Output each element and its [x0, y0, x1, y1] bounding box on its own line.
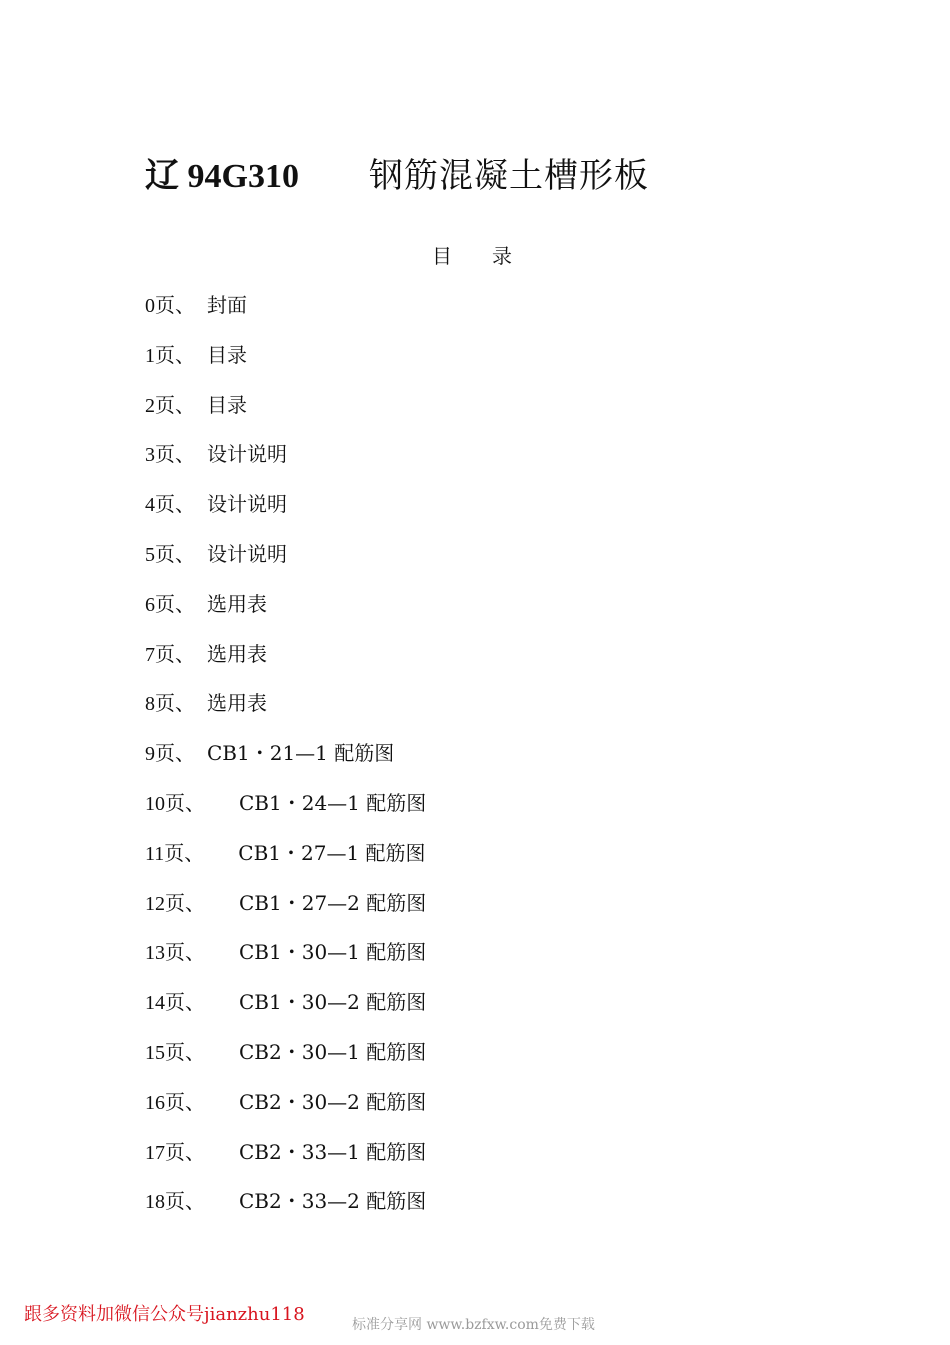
toc-separator: 、	[175, 442, 195, 467]
toc-separator: 、	[185, 990, 205, 1015]
toc-item	[145, 986, 426, 1036]
toc-item	[145, 538, 426, 588]
toc-entry-title: 设计说明	[207, 541, 287, 566]
toc-entry-title: CB2・30—1 配筋图	[239, 1039, 427, 1064]
toc-page-number: 3页	[145, 444, 175, 467]
toc-entry-title: 选用表	[207, 591, 267, 616]
toc-entry-title: CB1・30—1 配筋图	[239, 940, 427, 965]
toc-separator: 、	[185, 1189, 205, 1214]
toc-separator: 、	[175, 641, 195, 666]
toc-entry-title: 封面	[207, 293, 247, 317]
toc-entry-title: CB2・33—2 配筋图	[239, 1189, 427, 1214]
toc-entry-title: 选用表	[207, 641, 267, 666]
toc-item	[145, 787, 426, 837]
toc-separator: 、	[175, 741, 195, 766]
toc-item	[145, 837, 426, 887]
toc-item	[145, 936, 426, 986]
toc-separator: 、	[185, 940, 205, 965]
toc-item	[145, 737, 426, 787]
toc-entry-title: 设计说明	[207, 442, 287, 467]
document-name: 钢筋混凝土槽形板	[368, 156, 649, 196]
toc-page-number: 5页	[145, 543, 175, 566]
toc-item	[145, 488, 426, 538]
toc-separator: 、	[185, 1139, 205, 1164]
toc-separator: 、	[185, 1039, 205, 1064]
toc-separator: 、	[185, 890, 205, 915]
toc-entry-title: 目录	[207, 392, 247, 417]
toc-page-number: 18页	[145, 1191, 185, 1214]
toc-separator: 、	[175, 342, 195, 367]
toc-entry-title: CB1・24—1 配筋图	[239, 790, 427, 815]
toc-page-number: 15页	[145, 1041, 185, 1064]
toc-page-number: 14页	[145, 992, 185, 1015]
toc-separator: 、	[175, 691, 195, 716]
toc-item	[145, 588, 426, 638]
toc-entry-title: 目录	[207, 342, 247, 367]
toc-separator: 、	[175, 392, 195, 417]
toc-entry-title: CB1・21—1 配筋图	[207, 741, 395, 766]
toc-page-number: 12页	[145, 892, 185, 915]
toc-page-number: 16页	[145, 1091, 185, 1114]
toc-separator: 、	[175, 492, 195, 517]
toc-entry-title: CB2・30—2 配筋图	[239, 1089, 427, 1114]
toc-item	[145, 1086, 426, 1136]
toc-item	[145, 289, 426, 339]
toc-page-number: 8页	[145, 693, 175, 716]
toc-separator: 、	[185, 790, 205, 815]
toc-page-number: 0页	[145, 295, 175, 317]
table-of-contents	[145, 289, 426, 1235]
toc-item	[145, 1036, 426, 1086]
toc-page-number: 13页	[145, 942, 185, 965]
toc-page-number: 1页	[145, 344, 175, 367]
toc-item	[145, 438, 426, 488]
toc-entry-title: CB1・27—2 配筋图	[239, 890, 427, 915]
toc-item	[145, 1136, 426, 1186]
toc-page-number: 11页	[145, 842, 185, 865]
toc-entry-title: CB1・27—1 配筋图	[238, 840, 426, 865]
toc-page-number: 2页	[145, 394, 175, 417]
toc-item	[145, 389, 426, 439]
toc-page-number: 4页	[145, 494, 175, 517]
toc-separator: 、	[184, 840, 205, 865]
source-site-text: 标准分享网 www.bzfxw.com免费下载	[352, 1317, 595, 1333]
toc-entry-title: CB1・30—2 配筋图	[239, 990, 427, 1015]
toc-item	[145, 887, 426, 937]
toc-entry-title: 设计说明	[207, 492, 287, 517]
toc-heading: 目 录	[432, 244, 512, 268]
wechat-promo-text: 跟多资料加微信公众号jianzhu118	[24, 1304, 305, 1325]
toc-separator: 、	[175, 591, 195, 616]
toc-item	[145, 687, 426, 737]
toc-separator: 、	[185, 1089, 205, 1114]
toc-page-number: 6页	[145, 593, 175, 616]
toc-item	[145, 638, 426, 688]
standard-code: 辽 94G310	[145, 158, 299, 195]
toc-separator: 、	[175, 293, 195, 317]
toc-item	[145, 339, 426, 389]
toc-item	[145, 1185, 426, 1235]
toc-entry-title: 选用表	[207, 691, 267, 716]
toc-page-number: 9页	[145, 743, 175, 766]
toc-page-number: 17页	[145, 1141, 185, 1164]
toc-page-number: 7页	[145, 643, 175, 666]
document-title	[145, 148, 649, 198]
toc-page-number: 10页	[145, 792, 185, 815]
toc-separator: 、	[175, 541, 195, 566]
toc-entry-title: CB2・33—1 配筋图	[239, 1139, 427, 1164]
